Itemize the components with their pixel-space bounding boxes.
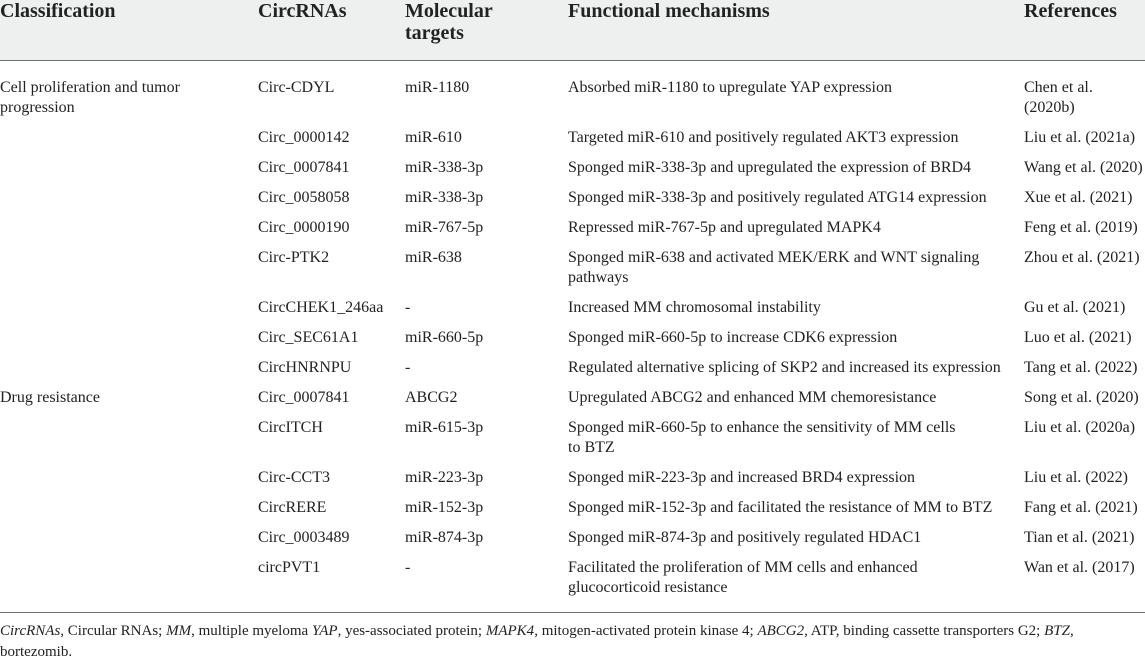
circrna-cell: Circ_0058058 [258, 189, 350, 206]
footnote-text: , Circular RNAs; [60, 623, 167, 639]
molecular-target-cell: miR-223-3p [405, 469, 484, 486]
molecular-target-cell: miR-874-3p [405, 529, 484, 546]
molecular-target-cell: - [405, 559, 411, 576]
circrna-cell: Circ-CCT3 [258, 469, 330, 486]
header-molecular-targets-line-1: Molecular [405, 0, 493, 22]
molecular-target-cell: miR-338-3p [405, 159, 484, 176]
circrna-cell: Circ_0000142 [258, 129, 350, 146]
reference-cell [1024, 358, 1138, 378]
mechanism-cell-line: pathways [568, 269, 629, 286]
reference-cell [1024, 418, 1135, 438]
circrna-cell: Circ_SEC61A1 [258, 329, 359, 346]
mechanism-cell [568, 248, 979, 288]
reference-cell [1024, 328, 1132, 348]
mechanism-cell-line: Sponged miR-874-3p and positively regulated HDAC1 [568, 529, 922, 546]
footnote-text: MAPK4 [485, 623, 535, 639]
reference-cell [1024, 388, 1139, 408]
footnote-text: CircRNAs [0, 623, 61, 639]
mechanism-cell-line: Absorbed miR-1180 to upregulate YAP expression [568, 79, 892, 96]
molecular-target-cell: - [405, 299, 411, 316]
circrna-cell: CircHNRNPU [258, 359, 352, 376]
mechanism-cell-line: Facilitated the proliferation of MM cells and enhanced [568, 559, 918, 576]
reference-cell-line: Chen et al. [1024, 79, 1093, 96]
mechanism-cell-line: to BTZ [568, 439, 615, 456]
header-references: References [1024, 0, 1117, 22]
header-rule [0, 60, 1145, 61]
reference-cell-line: Luo et al. (2021) [1024, 329, 1132, 346]
mechanism-cell [568, 468, 915, 488]
molecular-target-cell: - [405, 359, 411, 376]
mechanism-cell [568, 358, 1001, 378]
footnote-text: , yes-associated protein; [337, 623, 486, 639]
circrna-cell: Circ_0007841 [258, 159, 350, 176]
classification-cell-line: Cell proliferation and tumor [0, 79, 180, 96]
mechanism-cell [568, 158, 971, 178]
footnote-text: , ATP, binding cassette transporters G2; [804, 623, 1045, 639]
header-classification: Classification [0, 0, 116, 22]
mechanism-cell [568, 558, 918, 598]
mechanism-cell-line: Sponged miR-223-3p and increased BRD4 expression [568, 469, 916, 486]
reference-cell [1024, 528, 1135, 548]
footnote-text: bortezomib. [0, 644, 73, 660]
molecular-target-cell: miR-615-3p [405, 419, 484, 436]
header-functional-mechanisms: Functional mechanisms [568, 0, 770, 22]
reference-cell-line: Song et al. (2020) [1024, 389, 1139, 406]
mechanism-cell-line: Increased MM chromosomal instability [568, 299, 821, 316]
mechanism-cell [568, 418, 956, 458]
reference-cell-line: Wan et al. (2017) [1024, 559, 1135, 576]
mechanism-cell [568, 188, 987, 208]
circrna-cell: CircITCH [258, 419, 323, 436]
mechanism-cell-line: Sponged miR-660-5p to increase CDK6 expression [568, 329, 898, 346]
footnote-text: BTZ [1044, 623, 1070, 639]
mechanism-cell-line: Repressed miR-767-5p and upregulated MAPK4 [568, 219, 881, 236]
mechanism-cell [568, 298, 821, 318]
classification-cell-line: Drug resistance [0, 389, 100, 406]
mechanism-cell-line: Regulated alternative splicing of SKP2 and increased its expression [568, 359, 1001, 376]
reference-cell-line: Tang et al. (2022) [1024, 359, 1138, 376]
reference-cell [1024, 558, 1135, 578]
reference-cell [1024, 128, 1135, 148]
reference-cell [1024, 498, 1138, 518]
mechanism-cell-line: Sponged miR-152-3p and facilitated the resistance of MM to BTZ [568, 499, 993, 516]
footnote-text: YAP [311, 623, 338, 639]
footnote-text: , [1069, 623, 1074, 639]
reference-cell [1024, 188, 1132, 208]
mechanism-cell-line: glucocorticoid resistance [568, 579, 728, 596]
reference-cell [1024, 218, 1138, 238]
molecular-target-cell: miR-610 [405, 129, 462, 146]
footnote-text: , mitogen-activated protein kinase 4; [534, 623, 758, 639]
circrna-cell: Circ_0007841 [258, 389, 350, 406]
mechanism-cell [568, 128, 959, 148]
reference-cell-line: (2020b) [1024, 99, 1075, 116]
circrna-cell: CircCHEK1_246aa [258, 299, 384, 316]
molecular-target-cell: ABCG2 [405, 389, 458, 406]
footnote-text: , multiple myeloma [191, 623, 312, 639]
mechanism-cell [568, 78, 892, 98]
classification-cell-line: progression [0, 99, 75, 116]
circrna-cell: CircRERE [258, 499, 327, 516]
reference-cell-line: Tian et al. (2021) [1024, 529, 1135, 546]
circrna-cell: Circ_0000190 [258, 219, 350, 236]
footnote-line-1 [0, 621, 1140, 642]
mechanism-cell [568, 528, 921, 548]
footnote-text: ABCG2 [757, 623, 805, 639]
reference-cell [1024, 468, 1128, 488]
reference-cell [1024, 78, 1093, 118]
circrna-cell: circPVT1 [258, 559, 321, 576]
footnote-text: MM [166, 623, 192, 639]
header-circrnas: CircRNAs [258, 0, 347, 22]
classification-cell [0, 388, 100, 408]
reference-cell-line: Zhou et al. (2021) [1024, 249, 1140, 266]
circrna-cell: Circ-CDYL [258, 79, 335, 96]
reference-cell-line: Fang et al. (2021) [1024, 499, 1138, 516]
reference-cell-line: Liu et al. (2022) [1024, 469, 1128, 486]
reference-cell-line: Liu et al. (2021a) [1024, 129, 1136, 146]
molecular-target-cell: miR-767-5p [405, 219, 484, 236]
footnote-line-2 [0, 642, 1140, 663]
molecular-target-cell: miR-660-5p [405, 329, 484, 346]
reference-cell-line: Wang et al. (2020) [1024, 159, 1143, 176]
mechanism-cell-line: Sponged miR-338-3p and positively regulated ATG14 expression [568, 189, 987, 206]
mechanism-cell-line: Targeted miR-610 and positively regulated AKT3 expression [568, 129, 959, 146]
mechanism-cell-line: Sponged miR-638 and activated MEK/ERK and WNT signaling [568, 249, 980, 266]
mechanism-cell-line: Sponged miR-660-5p to enhance the sensitivity of MM cells [568, 419, 956, 436]
classification-cell [0, 78, 180, 118]
table-bottom-rule [0, 612, 1145, 613]
molecular-target-cell: miR-152-3p [405, 499, 484, 516]
reference-cell-line: Gu et al. (2021) [1024, 299, 1126, 316]
mechanism-cell [568, 328, 897, 348]
mechanism-cell [568, 498, 992, 518]
header-molecular-targets [405, 0, 493, 44]
table-header [0, 0, 1145, 60]
mechanism-cell-line: Sponged miR-338-3p and upregulated the expression of BRD4 [568, 159, 972, 176]
header-molecular-targets-line-2: targets [405, 22, 464, 44]
mechanism-cell [568, 218, 881, 238]
reference-cell [1024, 158, 1143, 178]
reference-cell-line: Liu et al. (2020a) [1024, 419, 1136, 436]
mechanism-cell [568, 388, 936, 408]
reference-cell-line: Xue et al. (2021) [1024, 189, 1133, 206]
molecular-target-cell: miR-338-3p [405, 189, 484, 206]
mechanism-cell-line: Upregulated ABCG2 and enhanced MM chemoresistance [568, 389, 937, 406]
reference-cell [1024, 298, 1125, 318]
reference-cell-line: Feng et al. (2019) [1024, 219, 1138, 236]
reference-cell [1024, 248, 1140, 268]
molecular-target-cell: miR-638 [405, 249, 462, 266]
circrna-cell: Circ-PTK2 [258, 249, 330, 266]
circrna-cell: Circ_0003489 [258, 529, 350, 546]
molecular-target-cell: miR-1180 [405, 79, 470, 96]
